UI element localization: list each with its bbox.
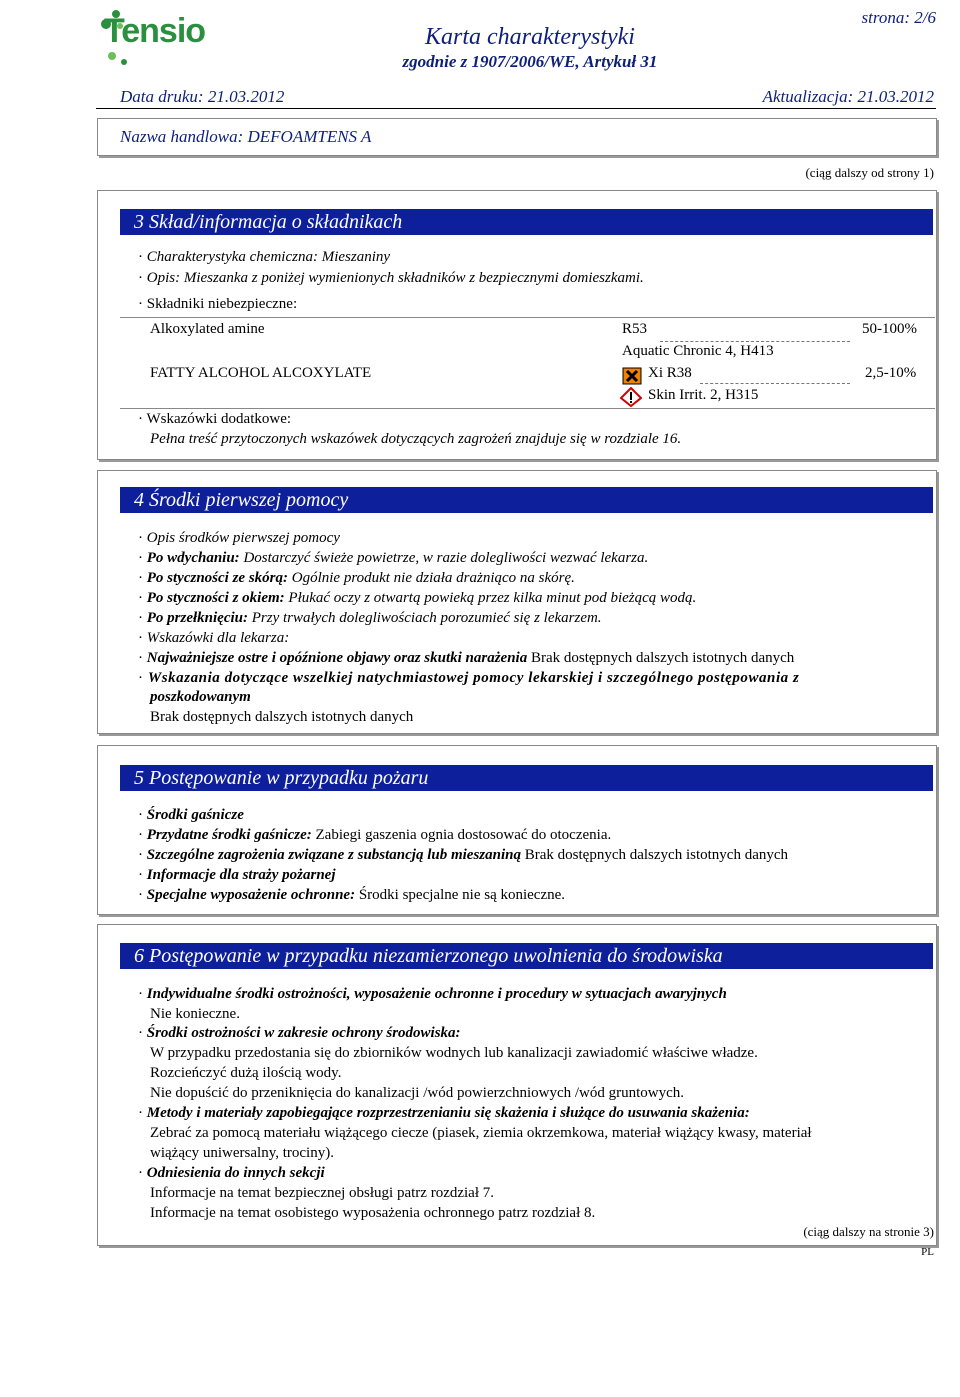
symptoms-line: · Najważniejsze ostre i opóźnione objawy oraz skutki narażenia Brak dostępnych dalszych istotnych danych <box>138 650 795 666</box>
doctor-info-label: · Wskazówki dla lekarza: <box>138 630 290 646</box>
section-5-header <box>120 765 933 791</box>
environmental-precautions-1: W przypadku przedostania się do zbiorników wodnych lub kanalizacji zawiadomić właściwe władze. <box>150 1045 758 1061</box>
special-hazards: · Szczególne zagrożenia związane z substancją lub mieszaniną Brak dostępnych dalszych istotnych danych <box>138 847 789 863</box>
section-3-title: 3 Skład/informacja o składnikach <box>134 211 403 233</box>
after-eye-contact: · Po styczności z okiem: Płukać oczy z otwartą powieką przez kilka minut pod bieżącą wodą. <box>138 590 697 606</box>
reference-sections-1: Informacje na temat bezpiecznej obsługi patrz rozdział 7. <box>150 1185 495 1201</box>
section-3-header <box>120 209 933 235</box>
component-1-class-2: Aquatic Chronic 4, H413 <box>622 343 774 359</box>
medical-attention-value: Brak dostępnych dalszych istotnych danych <box>150 709 414 725</box>
header-divider <box>96 108 936 109</box>
environmental-precautions-2: Rozcieńczyć dużą ilością wody. <box>150 1065 342 1081</box>
component-2-class-1: Xi R38 <box>648 365 692 381</box>
extinguishing-media-label: · Środki gaśnicze <box>138 807 244 823</box>
medical-attention-label: · Wskazania dotyczące wszelkiej natychmiastowej pomocy lekarskiej i szczególnego postępowania z <box>138 670 800 686</box>
section-4-header <box>120 487 933 513</box>
environmental-precautions-label: · Środki ostrożności w zakresie ochrony środowiska: <box>138 1025 461 1041</box>
protective-equipment: · Specjalne wyposażenie ochronne: Środki specjalne nie są konieczne. <box>138 887 566 903</box>
personal-precautions-label: · Indywidualne środki ostrożności, wyposażenie ochronne i procedury w sytuacjach awaryjnych <box>138 986 727 1002</box>
section-6-header <box>120 943 933 969</box>
ghs-exclamation-icon <box>620 387 642 407</box>
additional-info-label: · Wskazówki dodatkowe: <box>138 411 292 427</box>
mixture-description: · Opis: Mieszanka z poniżej wymienionych składników z bezpiecznymi domieszkami. <box>138 270 644 286</box>
component-1-name: Alkoxylated amine <box>150 321 265 337</box>
document-title: Karta charakterystyki <box>425 24 635 50</box>
after-inhalation: · Po wdychaniu: Dostarczyć świeże powietrze, w razie dolegliwości wezwać lekarza. <box>138 550 649 566</box>
chem-characteristics: · Charakterystyka chemiczna: Mieszaniny <box>138 249 391 265</box>
component-1-concentration: 50-100% <box>862 321 917 337</box>
table-rule <box>120 317 935 318</box>
trade-name: Nazwa handlowa: DEFOAMTENS A <box>120 127 372 146</box>
reference-sections-label: · Odniesienia do innych sekcji <box>138 1165 325 1181</box>
personal-precautions-value: Nie konieczne. <box>150 1006 240 1022</box>
hazardous-components-label: · Składniki niebezpieczne: <box>138 296 298 312</box>
document-subtitle: zgodnie z 1907/2006/WE, Artykuł 31 <box>402 52 658 71</box>
component-2-class-2: Skin Irrit. 2, H315 <box>648 387 759 403</box>
update-date: Aktualizacja: 21.03.2012 <box>762 87 934 106</box>
section-4-title: 4 Środki pierwszej pomocy <box>134 489 349 511</box>
component-1-class-1: R53 <box>622 321 648 337</box>
trade-name-box <box>97 118 937 156</box>
additional-info-text: Pełna treść przytoczonych wskazówek dotyczących zagrożeń znajduje się w rozdziale 16. <box>150 431 682 447</box>
language-code: PL <box>921 1246 934 1258</box>
containment-methods-2: wiążący uniwersalny, trociny). <box>150 1145 334 1161</box>
first-aid-description: · Opis środków pierwszej pomocy <box>138 530 340 546</box>
dashed-rule <box>700 383 850 384</box>
print-date: Data druku: 21.03.2012 <box>120 87 285 106</box>
after-skin-contact: · Po styczności ze skórą: Ogólnie produkt nie działa drażniąco na skórę. <box>138 570 575 586</box>
containment-methods-1: Zebrać za pomocą materiału wiążącego ciecze (piasek, ziemia okrzemkowa, materiał wiążący kwasy, materiał <box>150 1125 812 1141</box>
firefighters-info: · Informacje dla straży pożarnej <box>138 867 336 883</box>
company-logo <box>98 4 208 68</box>
section-6-title: 6 Postępowanie w przypadku niezamierzonego uwolnienia do środowiska <box>134 945 723 967</box>
continued-to-note: (ciąg dalszy na stronie 3) <box>803 1224 934 1239</box>
after-swallowing: · Po przełknięciu: Przy trwałych dolegliwościach porozumieć się z lekarzem. <box>138 610 602 626</box>
reference-sections-2: Informacje na temat osobistego wyposażenia ochronnego patrz rozdział 8. <box>150 1205 596 1221</box>
page-number: strona: 2/6 <box>861 8 936 27</box>
suitable-media: · Przydatne środki gaśnicze: Zabiegi gaszenia ognia dostosować do otoczenia. <box>138 827 612 843</box>
ghs-irritant-x-icon <box>622 367 642 385</box>
containment-methods-label: · Metody i materiały zapobiegające rozprzestrzenianiu się skażenia i służące do usuwania skażenia: <box>138 1105 750 1121</box>
table-rule <box>120 408 935 409</box>
environmental-precautions-3: Nie dopuścić do przeniknięcia do kanalizacji /wód powierzchniowych /wód gruntowych. <box>150 1085 685 1101</box>
component-2-concentration: 2,5-10% <box>865 365 917 381</box>
section-5-title: 5 Postępowanie w przypadku pożaru <box>134 767 429 789</box>
logo-text: Tensio <box>104 12 206 50</box>
component-2-name: FATTY ALCOHOL ALCOXYLATE <box>150 365 372 381</box>
medical-attention-label-cont: poszkodowanym <box>150 689 251 705</box>
dashed-rule <box>660 341 850 342</box>
continued-from-note: (ciąg dalszy od strony 1) <box>805 165 934 180</box>
